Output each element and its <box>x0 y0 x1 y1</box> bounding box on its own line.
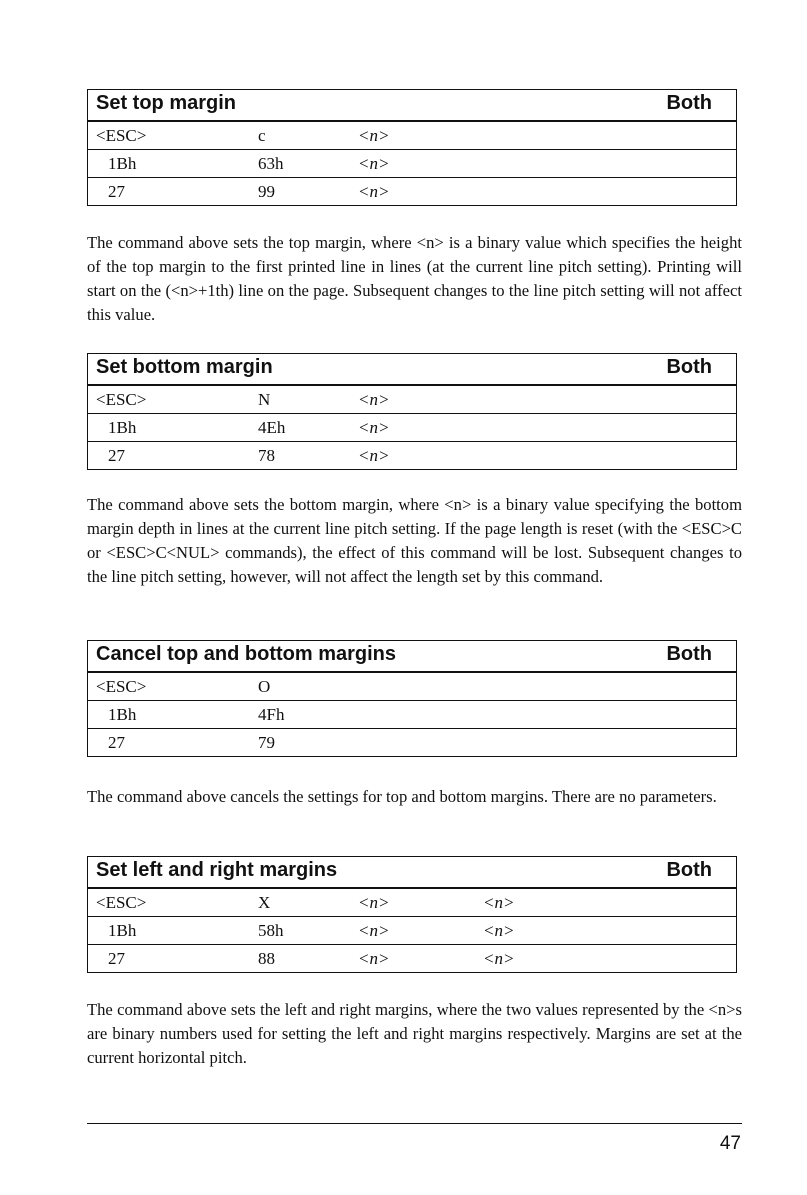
command-row-ascii <box>88 386 736 414</box>
command-mode: Both <box>666 92 712 114</box>
command-row-hex <box>88 917 736 945</box>
cell-code: 27 <box>108 733 125 752</box>
command-row-ascii <box>88 122 736 150</box>
cell-code: 27 <box>108 446 125 465</box>
command-row-decimal <box>88 729 736 756</box>
cell-char: 4Eh <box>258 418 286 437</box>
command-header <box>88 857 736 889</box>
cell-code: 1Bh <box>108 921 137 940</box>
cell-code: <ESC> <box>96 677 147 696</box>
command-row-hex <box>88 150 736 178</box>
command-box-set-top-margin <box>87 89 737 206</box>
command-row-hex <box>88 414 736 442</box>
command-title: Cancel top and bottom margins <box>96 643 397 665</box>
cell-char: 63h <box>258 154 284 173</box>
command-row-hex <box>88 701 736 729</box>
command-header <box>88 354 736 386</box>
command-mode: Both <box>666 643 712 665</box>
cell-char: N <box>258 390 271 409</box>
command-row-decimal <box>88 945 736 972</box>
cell-code: 1Bh <box>108 154 137 173</box>
cell-param: <n> <box>358 418 390 437</box>
command-title: Set left and right margins <box>96 859 338 881</box>
command-row-decimal <box>88 442 736 469</box>
command-description: The command above cancels the settings for top and bottom margins. There are no parameters. <box>87 787 717 806</box>
command-row-ascii <box>88 889 736 917</box>
command-header <box>88 90 736 122</box>
cell-char: 78 <box>258 446 275 465</box>
cell-param-2: <n> <box>483 893 515 912</box>
cell-param: <n> <box>358 154 390 173</box>
command-title: Set top margin <box>96 92 237 114</box>
cell-code: 27 <box>108 182 125 201</box>
command-description: The command above sets the top margin, where <n> is a binary value which specifies the height of the top margin to the first printed line in lines (at the current line pitch setting). Printing will start on the (<n>+1th) line on the page. Subsequent changes to the line pitch setting will not affect this value. <box>87 233 742 324</box>
cell-char: 99 <box>258 182 275 201</box>
cell-char: c <box>258 126 266 145</box>
command-description: The command above sets the bottom margin, where <n> is a binary value specifying the bottom margin depth in lines at the current line pitch setting. If the page length is reset (with the <ESC>C or <ESC>C<NUL> commands), the effect of this command will be lost. Subsequent changes to the line pitch setting, however, will not affect the length set by this command. <box>87 495 742 586</box>
cell-code: <ESC> <box>96 390 147 409</box>
command-box-set-left-right-margins <box>87 856 737 973</box>
cell-param: <n> <box>358 390 390 409</box>
command-description: The command above sets the left and right margins, where the two values represented by the <n>s are binary numbers used for setting the left and right margins respectively. Margins are set at the current horizontal pitch. <box>87 1000 742 1067</box>
cell-param-2: <n> <box>483 921 515 940</box>
cell-code: <ESC> <box>96 893 147 912</box>
command-title: Set bottom margin <box>96 356 273 378</box>
cell-char: X <box>258 893 271 912</box>
command-box-set-bottom-margin <box>87 353 737 470</box>
cell-param: <n> <box>358 921 390 940</box>
command-row-ascii <box>88 673 736 701</box>
cell-char: O <box>258 677 271 696</box>
cell-param: <n> <box>358 126 390 145</box>
cell-param-2: <n> <box>483 949 515 968</box>
command-box-cancel-margins <box>87 640 737 757</box>
cell-code: 1Bh <box>108 705 137 724</box>
cell-char: 79 <box>258 733 275 752</box>
cell-char: 88 <box>258 949 275 968</box>
command-mode: Both <box>666 859 712 881</box>
page-number: 47 <box>719 1133 741 1154</box>
cell-char: 58h <box>258 921 284 940</box>
cell-code: <ESC> <box>96 126 147 145</box>
footer-rule <box>87 1123 742 1124</box>
command-row-decimal <box>88 178 736 205</box>
command-header <box>88 641 736 673</box>
cell-param: <n> <box>358 446 390 465</box>
cell-code: 27 <box>108 949 125 968</box>
cell-code: 1Bh <box>108 418 137 437</box>
cell-param: <n> <box>358 182 390 201</box>
cell-param: <n> <box>358 949 390 968</box>
command-mode: Both <box>666 356 712 378</box>
cell-param: <n> <box>358 893 390 912</box>
cell-char: 4Fh <box>258 705 285 724</box>
